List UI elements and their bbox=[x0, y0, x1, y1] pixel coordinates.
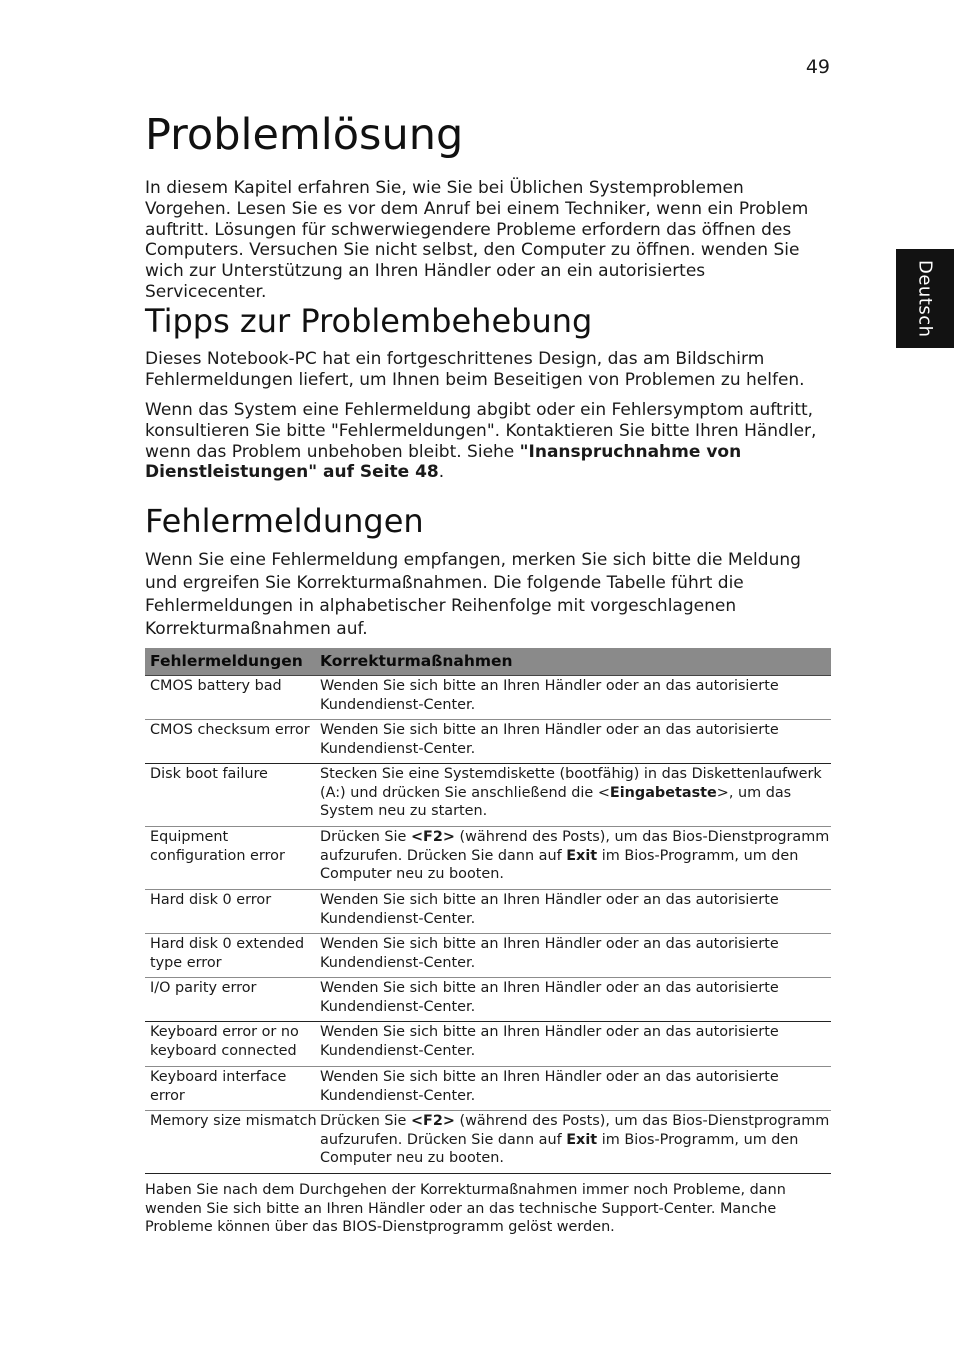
table-row bbox=[145, 827, 831, 890]
action-cell: Wenden Sie sich bitte an Ihren Händler oder an das autorisierte Kundendienst-Center. bbox=[320, 722, 779, 757]
cross-reference-link[interactable]: "Inanspruchnahme von Dienstleistungen" auf Seite 48 bbox=[145, 441, 742, 483]
footer-note: Haben Sie nach dem Durchgehen der Korrekturmaßnahmen immer noch Probleme, dann wenden Sie sich bitte an Ihren Händler oder an das technische Support-Center. Manche Probleme können über das BIOS-Dienstprogramm gelöst werden. bbox=[145, 1182, 786, 1236]
language-tab bbox=[896, 249, 954, 348]
section-heading-errors: Fehlermeldungen bbox=[145, 502, 424, 540]
error-cell: Disk boot failure bbox=[150, 766, 268, 782]
error-cell: Memory size mismatch bbox=[150, 1113, 317, 1129]
table-row bbox=[145, 890, 831, 934]
error-cell: CMOS checksum error bbox=[150, 722, 310, 738]
tips-paragraph-2 bbox=[145, 400, 831, 483]
action-text: im Bios-Programm, um den Computer neu zu booten. bbox=[320, 847, 799, 883]
error-cell: Hard disk 0 error bbox=[150, 892, 272, 908]
action-cell: Wenden Sie sich bitte an Ihren Händler oder an das autorisierte Kundendienst-Center. bbox=[320, 1024, 779, 1059]
action-text: Drücken Sie bbox=[320, 1113, 411, 1129]
error-cell: Equipment configuration error bbox=[150, 829, 285, 864]
tips-paragraph-2-text: Wenn das System eine Fehlermeldung abgibt oder ein Fehlersymptom auftritt, konsultieren Sie bitte "Fehlermeldungen". Kontaktieren Sie bitte Ihren Händler, wenn das Problem unbehoben bleibt. Siehe bbox=[145, 400, 817, 462]
key-label: <F2> bbox=[410, 829, 455, 845]
column-header-errors: Fehlermeldungen bbox=[150, 652, 303, 670]
column-header-actions: Korrekturmaßnahmen bbox=[320, 652, 513, 670]
action-cell bbox=[320, 765, 831, 826]
page-number: 49 bbox=[805, 56, 830, 78]
table-row bbox=[145, 1022, 831, 1067]
key-label: Exit bbox=[566, 847, 598, 864]
table-row bbox=[145, 720, 831, 764]
language-tab-label: Deutsch bbox=[914, 259, 936, 338]
action-cell: Wenden Sie sich bitte an Ihren Händler oder an das autorisierte Kundendienst-Center. bbox=[320, 678, 779, 713]
action-cell: Wenden Sie sich bitte an Ihren Händler oder an das autorisierte Kundendienst-Center. bbox=[320, 980, 779, 1015]
action-text: (während des Posts), um das Bios-Dienstprogramm aufzurufen. Drücken Sie dann auf bbox=[320, 829, 830, 864]
key-label: Exit bbox=[566, 1131, 598, 1148]
action-text: (während des Posts), um das Bios-Dienstprogramm aufzurufen. Drücken Sie dann auf bbox=[320, 1113, 830, 1148]
action-cell: Wenden Sie sich bitte an Ihren Händler oder an das autorisierte Kundendienst-Center. bbox=[320, 892, 779, 927]
action-text: Drücken Sie bbox=[320, 829, 411, 845]
error-cell: Hard disk 0 extended type error bbox=[150, 936, 305, 971]
tips-paragraph-1: Dieses Notebook-PC hat ein fortgeschrittenes Design, das am Bildschirm Fehlermeldungen liefert, um Ihnen beim Beseitigen von Problemen zu helfen. bbox=[145, 349, 805, 390]
tips-paragraph-2-end: . bbox=[438, 462, 445, 483]
error-cell: Keyboard interface error bbox=[150, 1069, 287, 1104]
action-cell bbox=[320, 1112, 831, 1173]
action-cell bbox=[320, 828, 831, 889]
error-cell: I/O parity error bbox=[150, 980, 257, 996]
table-header bbox=[145, 648, 831, 676]
table-row bbox=[145, 934, 831, 978]
action-text: >, um das System neu zu starten. bbox=[320, 784, 792, 820]
key-label: Eingabetaste bbox=[609, 784, 717, 801]
table-row bbox=[145, 764, 831, 827]
action-text: Stecken Sie eine Systemdiskette (bootfähig) in das Diskettenlaufwerk (A:) und drücken Sie anschließend die < bbox=[320, 766, 822, 801]
error-table bbox=[145, 648, 831, 1174]
key-label: <F2> bbox=[410, 1113, 455, 1129]
action-text: im Bios-Programm, um den Computer neu zu booten. bbox=[320, 1131, 799, 1167]
error-cell: CMOS battery bad bbox=[150, 678, 282, 694]
table-row bbox=[145, 1067, 831, 1111]
section-heading-tips: Tipps zur Problembehebung bbox=[145, 302, 593, 340]
table-row bbox=[145, 978, 831, 1022]
action-cell: Wenden Sie sich bitte an Ihren Händler oder an das autorisierte Kundendienst-Center. bbox=[320, 936, 779, 971]
error-cell: Keyboard error or no keyboard connected bbox=[150, 1024, 299, 1059]
errors-paragraph: Wenn Sie eine Fehlermeldung empfangen, merken Sie sich bitte die Meldung und ergreifen Sie Korrekturmaßnahmen. Die folgende Tabelle führt die Fehlermeldungen in alphabetischer Reihenfolge mit vorgeschlagenen Korrekturmaßnahmen auf. bbox=[145, 550, 801, 639]
intro-paragraph: In diesem Kapitel erfahren Sie, wie Sie bei Üblichen Systemproblemen Vorgehen. Lesen Sie es vor dem Anruf bei einem Techniker, wenn ein Problem auftritt. Lösungen für schwerwiegendere Probleme erfordern das öffnen des Computers. Versuchen Sie nicht selbst, den Computer zu öffnen. wenden Sie wich zur Unterstützung an Ihren Händler oder an ein autorisiertes Servicecenter. bbox=[145, 178, 809, 302]
table-row bbox=[145, 676, 831, 720]
table-row bbox=[145, 1111, 831, 1174]
action-cell: Wenden Sie sich bitte an Ihren Händler oder an das autorisierte Kundendienst-Center. bbox=[320, 1069, 779, 1104]
page-title: Problemlösung bbox=[145, 110, 464, 160]
